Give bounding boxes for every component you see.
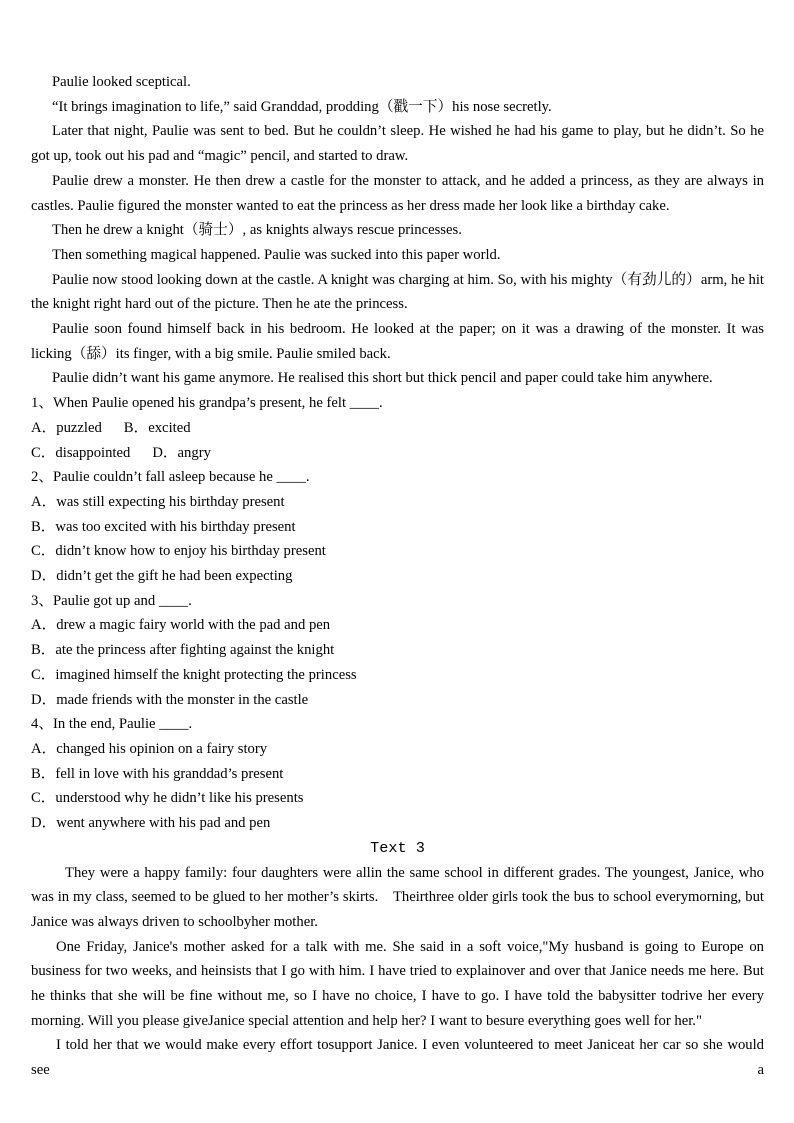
passage-1	[31, 70, 764, 391]
passage-text-3	[31, 861, 764, 1083]
question-3-option-line: D．made friends with the monster in the castle	[31, 691, 309, 708]
question-1-option-line: A．puzzled B．excited	[31, 419, 191, 436]
question-2-stem: 2、Paulie couldn’t fall asleep because he ____.	[31, 469, 310, 486]
question-4-option-line: D．went anywhere with his pad and pen	[31, 815, 271, 832]
passage-3-paragraph: They were a happy family: four daughters were allin the same school in different grades. The youngest, Janice, who was in my class, seemed to be glued to her mother’s skirts. Theirthree older girls took the bus to school everymorning, but Janice was always driven to schoolbyher mother.	[31, 864, 764, 930]
question-2-option-line: A．was still expecting his birthday present	[31, 493, 285, 510]
question-2-option-line: D．didn’t get the gift he had been expecting	[31, 568, 293, 585]
question-1-option-line: C．disappointed D．angry	[31, 444, 211, 461]
question-2-option-line: B．was too excited with his birthday present	[31, 518, 296, 535]
passage-1-paragraph: “It brings imagination to life,” said Granddad, prodding（戳一下）his nose secretly.	[52, 98, 552, 115]
passage-3-paragraph: One Friday, Janice's mother asked for a talk with me. She said in a soft voice,"My husband is going to Europe on business for two weeks, and heinsists that I go with him. I have tried to explainover and over that Janice needs me here. But he thinks that she will be fine without me, so I have no choice, I have to go. I have told the babysitter todrive her every morning. Will you please giveJanice special attention and help her? I want to besure everything goes well for her."	[31, 938, 764, 1029]
passage-1-paragraph: Paulie didn’t want his game anymore. He realised this short but thick pencil and paper could take him anywhere.	[52, 370, 713, 387]
question-4-stem: 4、In the end, Paulie ____.	[31, 716, 193, 733]
question-3-stem: 3、Paulie got up and ____.	[31, 592, 192, 609]
passage-1-paragraph: Paulie looked sceptical.	[52, 74, 191, 90]
passage-1-paragraph: Then something magical happened. Paulie was sucked into this paper world.	[52, 246, 501, 263]
question-4-option-line: A．changed his opinion on a fairy story	[31, 740, 268, 757]
question-3-option-line: B．ate the princess after fighting against the knight	[31, 642, 335, 659]
question-4-option-line: B．fell in love with his granddad’s present	[31, 765, 284, 782]
passage-1-paragraph: Paulie soon found himself back in his bedroom. He looked at the paper; on it was a drawing of the monster. It was licking（舔）its finger, with a big smile. Paulie smiled back.	[31, 321, 764, 362]
passage-3-paragraph-cutoff: I told her that we would make every effort tosupport Janice. I even volunteered to meet Janiceat her car so she would see a	[31, 1037, 764, 1079]
questions-block	[31, 391, 764, 836]
question-3-option-line: A．drew a magic fairy world with the pad and pen	[31, 617, 331, 634]
question-2-option-line: C．didn’t know how to enjoy his birthday present	[31, 543, 326, 560]
question-4-option-line: C．understood why he didn’t like his presents	[31, 790, 304, 807]
question-1-stem: 1、When Paulie opened his grandpa’s present, he felt ____.	[31, 395, 383, 412]
passage-1-paragraph: Then he drew a knight（骑士）, as knights always rescue princesses.	[52, 222, 462, 239]
passage-1-paragraph: Paulie now stood looking down at the castle. A knight was charging at him. So, with his mighty（有劲儿的）arm, he hit the knight right hard out of the picture. Then he ate the princess.	[31, 271, 764, 313]
question-3-option-line: C．imagined himself the knight protecting the princess	[31, 666, 357, 683]
passage-1-paragraph: Later that night, Paulie was sent to bed. But he couldn’t sleep. He wished he had his game to play, but he didn’t. So he got up, took out his pad and “magic” pencil, and started to draw.	[31, 123, 764, 165]
section-heading-text-3: Text 3	[370, 838, 425, 857]
passage-1-paragraph: Paulie drew a monster. He then drew a castle for the monster to attack, and he added a princess, as they are always in castles. Paulie figured the monster wanted to eat the princess as her dress made her look like a birthday cake.	[31, 172, 764, 214]
